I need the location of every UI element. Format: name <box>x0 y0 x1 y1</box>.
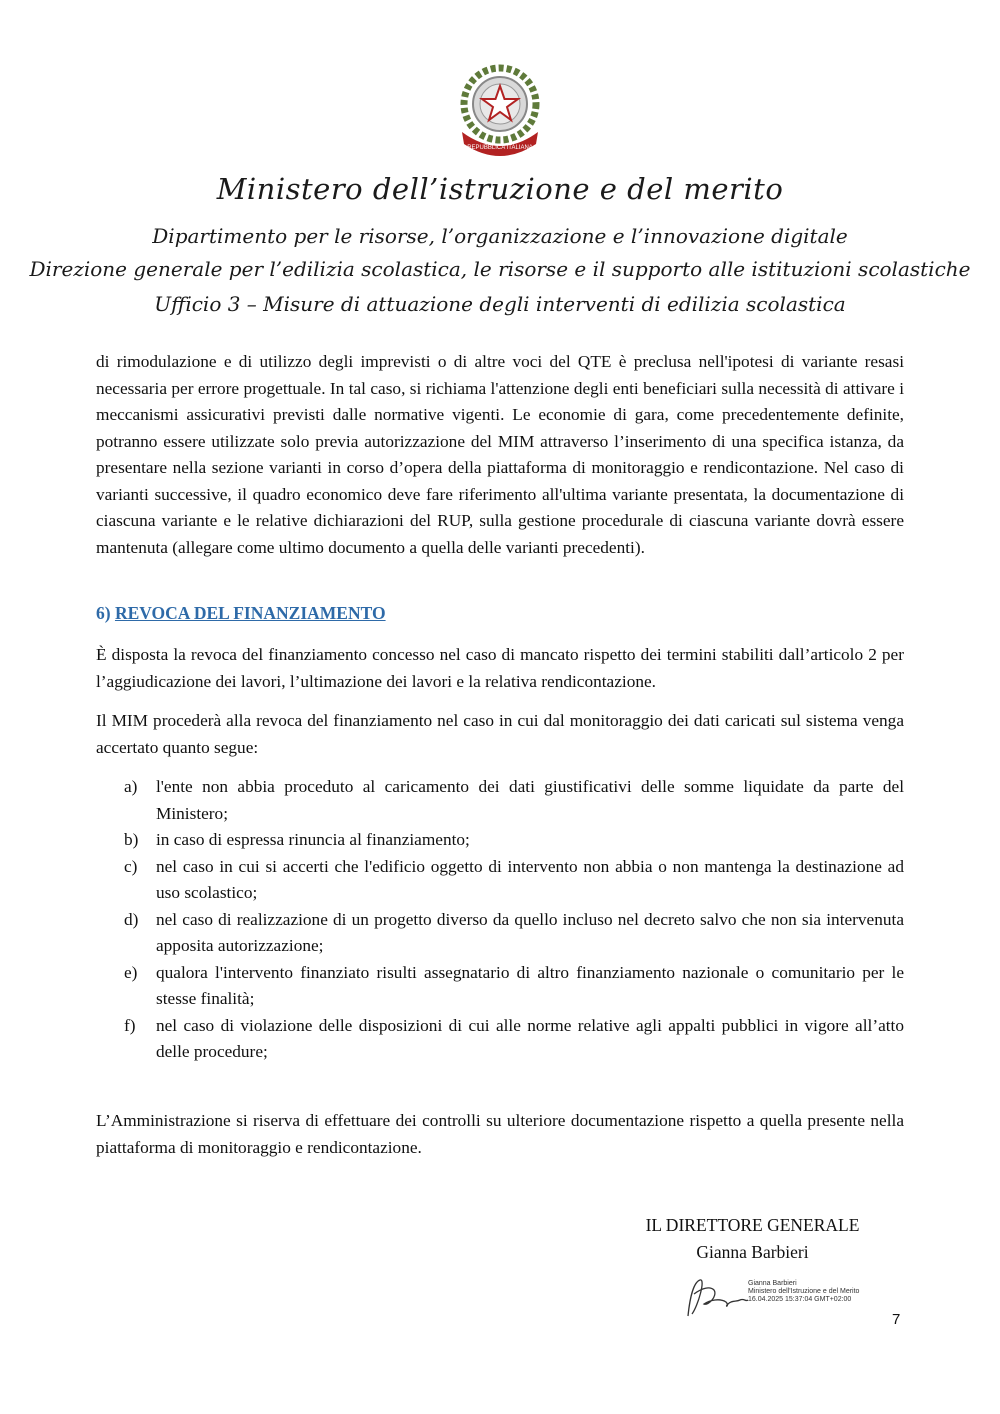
list-marker: a) <box>124 777 138 796</box>
list-text: nel caso di realizzazione di un progetto diverso da quello incluso nel decreto salvo che non sia intervenuta apposita autorizzazione; <box>156 909 904 955</box>
page-number: 7 <box>892 1311 901 1328</box>
list-item <box>124 854 904 907</box>
digital-signature-stamp <box>748 1280 859 1304</box>
list-item <box>124 907 904 960</box>
section-heading <box>96 603 386 624</box>
list-item <box>124 1013 904 1066</box>
list-text: nel caso di violazione delle disposizioni di cui alle norme relative agli appalti pubblici in vigore all’atto delle procedure; <box>156 1015 904 1061</box>
handwritten-signature-icon <box>680 1276 750 1320</box>
stamp-date: 16.04.2025 15:37:04 GMT+02:00 <box>748 1296 852 1303</box>
paragraph-variants: di rimodulazione e di utilizzo degli imprevisti o di altre voci del QTE è preclusa nell'ipotesi di variante resasi necessaria per errore progettuale. In tal caso, si richiama l'attenzione degli enti beneficiari sulla necessità di attivare i meccanismi assicurativi previsti dalle normative vigenti. Le economie di gara, come precedentemente definite, potranno essere utilizzate solo previa autorizzazione del MIM attraverso l’inserimento di una specifica istanza, da presentare nella sezione varianti in corso d’opera della piattaforma di monitoraggio e rendicontazione. Nel caso di varianti successive, il quadro economico deve fare riferimento all'ultima variante presentata, la documentazione di ciascuna variante e le relative dichiarazioni del RUP, sulla gestione procedurale di ciascuna variante dovrà essere mantenuta (allegare come ultimo documento a quella delle varianti precedenti). <box>96 352 904 557</box>
list-marker: c) <box>124 856 138 876</box>
signatory-name: Gianna Barbieri <box>696 1242 809 1262</box>
list-text: l'ente non abbia proceduto al caricamento dei dati giustificativi delle somme liquidate da parte del Ministero; <box>156 777 904 823</box>
list-item <box>124 774 904 827</box>
list-marker: e) <box>124 962 138 982</box>
paragraph-monitoring: Il MIM procederà alla revoca del finanziamento nel caso in cui dal monitoraggio dei dati caricati sul sistema venga accertato quanto segue: <box>96 711 904 757</box>
list-text: nel caso in cui si accerti che l'edificio oggetto di intervento non abbia o non mantenga la destinazione ad uso scolastico; <box>156 856 904 902</box>
paragraph-controls: L’Amministrazione si riserva di effettuare dei controlli su ulteriore documentazione rispetto a quella presente nella piattaforma di monitoraggio e rendicontazione. <box>96 1111 904 1157</box>
list-marker: b) <box>124 830 139 849</box>
stamp-name: Gianna Barbieri <box>748 1280 797 1287</box>
directorate-title: Direzione generale per l’edilizia scolastica, le risorse e il supporto alle istituzioni scolastiche <box>29 257 971 281</box>
office-title: Ufficio 3 – Misure di attuazione degli interventi di edilizia scolastica <box>154 292 846 316</box>
paragraph-revocation: È disposta la revoca del finanziamento concesso nel caso di mancato rispetto dei termini stabiliti dall’articolo 2 per l’aggiudicazione dei lavori, l’ultimazione dei lavori e la relativa rendicontazione. <box>96 645 904 691</box>
revocation-conditions-list <box>124 774 904 1066</box>
list-text: in caso di espressa rinuncia al finanziamento; <box>156 830 470 849</box>
department-title: Dipartimento per le risorse, l’organizzazione e l’innovazione digitale <box>152 224 848 248</box>
section-title: REVOCA DEL FINANZIAMENTO <box>114 603 386 623</box>
list-text: qualora l'intervento finanziato risulti assegnatario di altro finanziamento nazionale o comunitario per le stesse finalità; <box>156 962 904 1008</box>
list-marker: d) <box>124 909 139 929</box>
svg-text:REPUBBLICA ITALIANA: REPUBBLICA ITALIANA <box>467 145 533 151</box>
stamp-org: Ministero dell'Istruzione e del Merito <box>748 1288 860 1295</box>
republic-emblem-icon <box>452 60 548 160</box>
section-number: 6) <box>96 603 111 623</box>
signatory-role: IL DIRETTORE GENERALE <box>645 1215 860 1235</box>
list-item <box>124 827 904 854</box>
list-item <box>124 960 904 1013</box>
ministry-title: Ministero dell’istruzione e del merito <box>216 172 784 206</box>
list-marker: f) <box>124 1015 136 1035</box>
